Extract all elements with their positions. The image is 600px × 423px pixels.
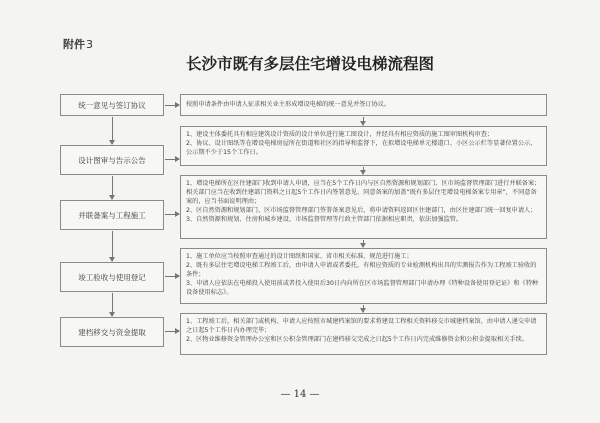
step-4-line-3: 3、申请人应依法在电梯投入使用前或者投入使用后30日内向所在区市场监督管理部门申请办理《特种设备使用登记证》和《特种设备使用标志》。	[186, 280, 539, 297]
down-arrow-detail-1	[363, 117, 364, 125]
down-arrow-1	[112, 117, 113, 144]
down-arrow-detail-3	[363, 240, 364, 247]
step-label-4: 竣工验收与使用登记	[60, 262, 164, 292]
step-5-line-1: 1、工程竣工后，相关部门或机构、申请人应按照市城建档案馆的要求将建设工程相关资料移交市城建档案馆，由申请人递交申请之日起5个工作日内办理完毕；	[186, 318, 537, 335]
connector-arrow-3	[165, 214, 179, 215]
step-detail-2	[180, 126, 547, 166]
attachment-number: 3	[86, 38, 93, 51]
down-arrow-3	[112, 231, 113, 261]
step-detail-5	[180, 313, 547, 355]
connector-arrow-5	[165, 331, 179, 332]
step-label-5: 建档移交与资金提取	[60, 317, 164, 347]
page-number: — 14 —	[280, 389, 320, 400]
step-5-line-2: 2、区物业维修资金管理办公室和区公积金管理部门在建档移交完成之日起5个工作日内完成维修资金和公积金提取相关手续。	[186, 336, 528, 344]
step-label-1: 统一意见与签订协议	[60, 94, 164, 116]
step-detail-4	[180, 248, 547, 304]
attachment-label: 附件3	[63, 38, 93, 51]
step-3-line-1: 1、增设电梯所在区住建部门收到申请人申请，应当在5个工作日内与区自然资源和规划部门、区市场监督管理部门进行并联备案；相关部门应当在收到住建部门资料之日起5个工作日内签署意见，同意备案的加盖“既有多层住宅增设电梯备案专用章”，不同意备案的，应当书面说明理由；	[186, 180, 541, 206]
connector-arrow-1	[165, 105, 179, 106]
step-3-line-2: 2、区自然资源和规划部门、区市场监督管理部门签署备案意见后，将申请资料返回区住建部门，由区住建部门统一回复申请人；	[186, 207, 537, 215]
down-arrow-4	[112, 293, 113, 316]
down-arrow-2	[112, 176, 113, 199]
connector-arrow-4	[165, 276, 179, 277]
document-title: 长沙市既有多层住宅增设电梯流程图	[185, 54, 434, 73]
down-arrow-detail-2	[363, 167, 364, 174]
step-1-line-1: 按照申请条件由申请人征求相关业主形成增设电梯的统一意见并签订协议。	[186, 101, 391, 108]
step-2-line-2: 2、协议、设计图纸等在增设电梯房屋所在街道和社区的指导和监督下，在拟增设电梯单元楼道口、小区公示栏等显著位置公示，公示期不少于15个工作日。	[186, 140, 537, 157]
step-label-3: 并联备案与工程施工	[60, 200, 164, 230]
connector-arrow-2	[165, 159, 179, 160]
step-label-2: 设计图审与告示公告	[60, 145, 164, 175]
step-detail-1	[180, 94, 547, 116]
step-2-line-1: 1、建设主体委托具有相应建筑设计资质的设计单位进行施工图设计，并经具有相应资质的施工图审图机构审查；	[186, 131, 494, 138]
step-detail-3	[180, 175, 547, 239]
step-3-line-3: 3、自然资源和规划、住房和城乡建设、市场监督管理等行政主管部门依据相应职责，依法加强监管。	[186, 216, 463, 224]
down-arrow-detail-4	[363, 305, 364, 312]
step-4-line-1: 1、施工单位应当按照审查通过的设计图纸和国家、省市相关标准、规范进行施工；	[186, 253, 413, 260]
step-4-line-2: 2、既有多层住宅增设电梯工程竣工后，由申请人申请或者委托，有相应资质的专业检测机构出具的实测报告作为工程竣工验收的条件；	[186, 262, 537, 279]
